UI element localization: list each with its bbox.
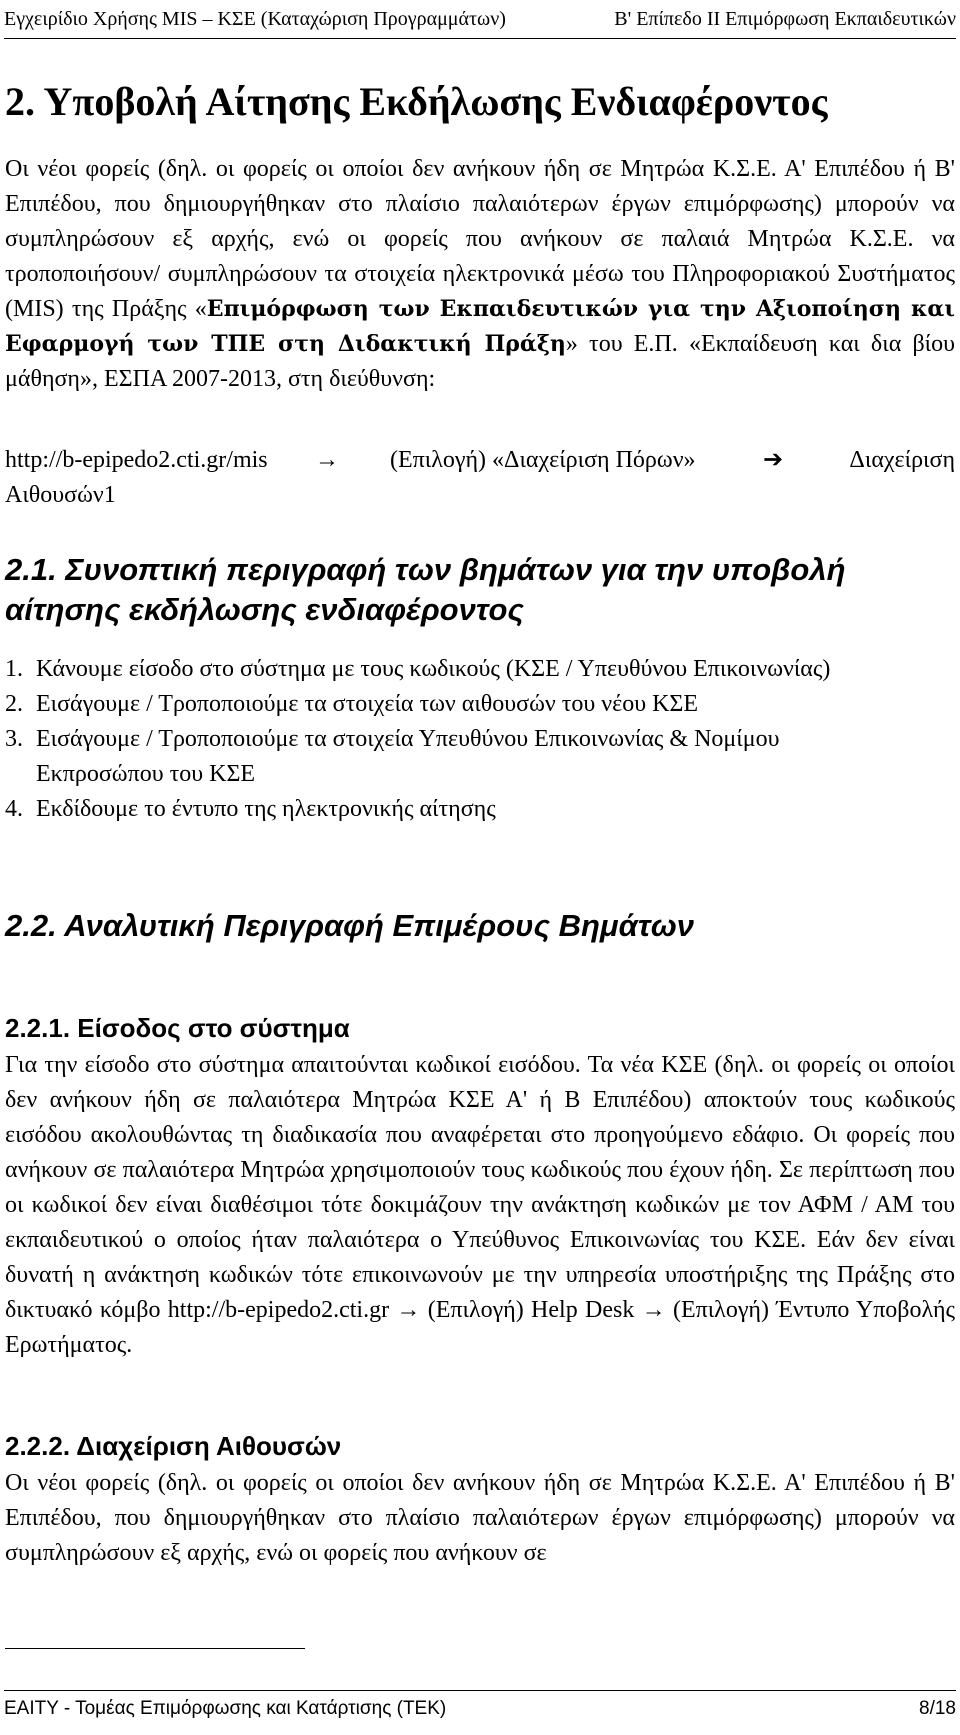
detail-heading: 2.2. Αναλυτική Περιγραφή Επιμέρους Βημάτων [5,908,695,943]
list-item: 1. Κάνουμε είσοδο στο σύστημα με τους κωδικούς (ΚΣΕ / Υπευθύνου Επικοινωνίας) [5,656,831,682]
header-program-title: Β' Επίπεδο ΙΙ Επιμόρφωση Εκπαιδευτικών [614,8,956,30]
footer-organization: ΕΑΙΤΥ - Τομέας Επιμόρφωσης και Κατάρτισης (ΤΕΚ) [4,1698,447,1719]
intro-paragraph [5,152,955,397]
summary-steps-list [5,652,905,827]
path-step-resources: (Επιλογή) «Διαχείριση Πόρων» [390,447,696,473]
section-title: 2. Υποβολή Αίτησης Εκδήλωσης Ενδιαφέροντος [5,79,828,124]
list-item: 4. Εκδίδουμε το έντυπο της ηλεκτρονικής αίτησης [5,796,496,822]
rooms-paragraph: Οι νέοι φορείς (δηλ. οι φορείς οι οποίοι δεν ανήκουν ήδη σε Μητρώα Κ.Σ.Ε. Α' Επιπέδου ή Β' Επιπέδου, που δημιουργήθηκαν στο πλαίσιο παλαιότερων έργων επιμόρφωσης) μπορούν να συμπληρώσουν εξ αρχής, ενώ οι φορείς που ανήκουν σε [5,1470,955,1566]
login-subheading: 2.2.1. Είσοδος στο σύστημα [5,1013,350,1043]
list-item: 3. Εισάγουμε / Τροποποιούμε τα στοιχεία Υπευθύνου Επικοινωνίας & Νομίμου Εκπροσώπου του ΚΣΕ [5,726,780,787]
arrow-bold-right-icon: ➔ [763,447,784,473]
intro-text-2: » του Ε.Π. «Εκπαίδευση και δια βίου μάθηση», ΕΣΠΑ 2007-2013, στη διεύθυνση: [5,331,956,392]
path-step-manage: Διαχείριση [849,447,955,473]
rooms-subheading: 2.2.2. Διαχείριση Αιθουσών [5,1431,342,1461]
page-header [4,0,956,39]
path-step-rooms: Αιθουσών1 [5,482,116,508]
login-paragraph: Για την είσοδο στο σύστημα απαιτούνται κωδικοί εισόδου. Τα νέα ΚΣΕ (δηλ. οι φορείς οι οποίοι δεν ανήκουν ήδη σε παλαιότερα Μητρώα ΚΣΕ Α' ή Β Επιπέδου) αποκτούν τους κωδικούς εισόδου ακολουθώντας τη διαδικασία που αναφέρεται στο προηγούμενο εδάφιο. Οι φορείς που ανήκουν σε παλαιότερα Μητρώα χρησιμοποιούν τους κωδικούς που έχουν ήδη. Σε περίπτωση που οι κωδικοί δεν είναι διαθέσιμοι τότε δοκιμάζουν την ανάκτηση κωδικών με τον ΑΦΜ / ΑΜ του εκπαιδευτικού ο οποίος ήταν παλαιότερα ο Υπεύθυνος Επικοινωνίας του ΚΣΕ. Εάν δεν είναι δυνατή η ανάκτηση κωδικών τότε επικοινωνούν με την υπηρεσία υποστήριξης της Πράξης στο δικτυακό κόμβο http://b-epipedo2.cti.gr → (Επιλογή) Help Desk → (Επιλογή) Έντυπο Υποβολής Ερωτήματος. [5,1052,955,1358]
page-number: 8/18 [919,1698,956,1719]
summary-heading: 2.1. Συνοπτική περιγραφή των βημάτων για την υποβολή αίτησης εκδήλωσης ενδιαφέροντος [5,552,846,627]
list-item: 2. Εισάγουμε / Τροποποιούμε τα στοιχεία των αιθουσών του νέου ΚΣΕ [5,691,699,717]
path-url[interactable]: http://b-epipedo2.cti.gr/mis [5,447,268,473]
intro-text-1: Οι νέοι φορείς (δηλ. οι φορείς οι οποίοι δεν ανήκουν ήδη σε Μητρώα Κ.Σ.Ε. Α' Επιπέδου ή Β' Επιπέδου, που δημιουργήθηκαν στο πλαίσιο παλαιότερων έργων επιμόρφωσης) μπορούν να συμπληρώσουν εξ αρχής, ενώ οι φορείς που ανήκουν σε παλαιά Μητρώα Κ.Σ.Ε. να τροποποιήσουν/ συμπληρώσουν τα στοιχεία ηλεκτρονικά μέσω του Πληροφοριακού Συστήματος (MIS) της Πράξης « [5,156,955,322]
footnote-divider [5,1648,305,1649]
page-footer [4,1690,956,1727]
arrow-right-icon: → [315,447,339,473]
header-doc-title: Εγχειρίδιο Χρήσης MIS – ΚΣΕ (Καταχώριση Προγραμμάτων) [4,8,506,30]
intro-program-name: Επιμόρφωση των Εκπαιδευτικών για την Αξιοποίηση και Εφαρμογή των ΤΠΕ στη Διδακτική Πράξη [5,296,956,357]
